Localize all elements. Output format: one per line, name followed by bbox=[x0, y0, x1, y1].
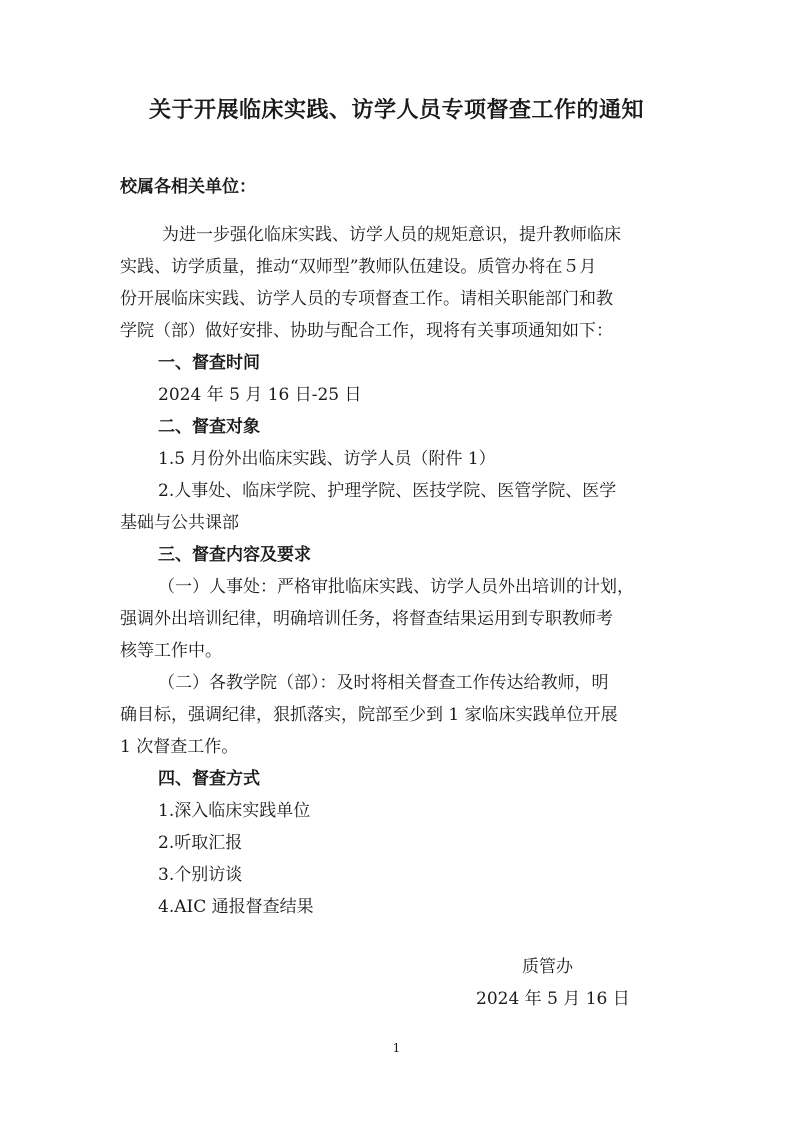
section-heading: 一、督查时间 bbox=[158, 353, 260, 373]
section-line: 确目标，强调纪律，狠抓落实，院部至少到 1 家临床实践单位开展 bbox=[120, 705, 618, 725]
page-number: 1 bbox=[392, 1041, 401, 1055]
section-line: （一）人事处：严格审批临床实践、访学人员外出培训的计划， bbox=[158, 577, 634, 597]
intro-line: 份开展临床实践、访学人员的专项督查工作。请相关职能部门和教 bbox=[120, 289, 613, 309]
section-line: 2.人事处、临床学院、护理学院、医技学院、医管学院、医学 bbox=[158, 481, 617, 501]
section-line: 2024 年 5 月 16 日-25 日 bbox=[158, 385, 362, 405]
signature-date: 2024 年 5 月 16 日 bbox=[476, 989, 630, 1009]
section-line: 基础与公共课部 bbox=[120, 513, 239, 533]
section-line: 1.5 月份外出临床实践、访学人员（附件 1） bbox=[158, 449, 496, 469]
intro-line: 为进一步强化临床实践、访学人员的规矩意识，提升教师临床 bbox=[162, 225, 621, 245]
section-line: 强调外出培训纪律，明确培训任务，将督查结果运用到专职教师考 bbox=[120, 609, 613, 629]
section-line: 2.听取汇报 bbox=[158, 833, 243, 853]
section-line: 3.个别访谈 bbox=[158, 865, 243, 885]
section-heading: 三、督查内容及要求 bbox=[158, 545, 311, 565]
section-line: 4.AIC 通报督查结果 bbox=[158, 897, 314, 917]
section-line: 1 次督查工作。 bbox=[120, 737, 239, 757]
document-title: 关于开展临床实践、访学人员专项督查工作的通知 bbox=[148, 98, 644, 123]
section-heading: 四、督查方式 bbox=[158, 769, 260, 789]
section-line: 1.深入临床实践单位 bbox=[158, 801, 311, 821]
section-line: 核等工作中。 bbox=[120, 641, 222, 661]
section-heading: 二、督查对象 bbox=[158, 417, 260, 437]
salutation: 校属各相关单位： bbox=[120, 177, 256, 197]
section-line: （二）各教学院（部）：及时将相关督查工作传达给教师，明 bbox=[158, 673, 609, 693]
signature-org: 质管办 bbox=[522, 957, 573, 977]
intro-line: 学院（部）做好安排、协助与配合工作，现将有关事项通知如下： bbox=[120, 321, 613, 341]
intro-line: 实践、访学质量，推动“双师型”教师队伍建设。质管办将在５月 bbox=[120, 257, 597, 277]
